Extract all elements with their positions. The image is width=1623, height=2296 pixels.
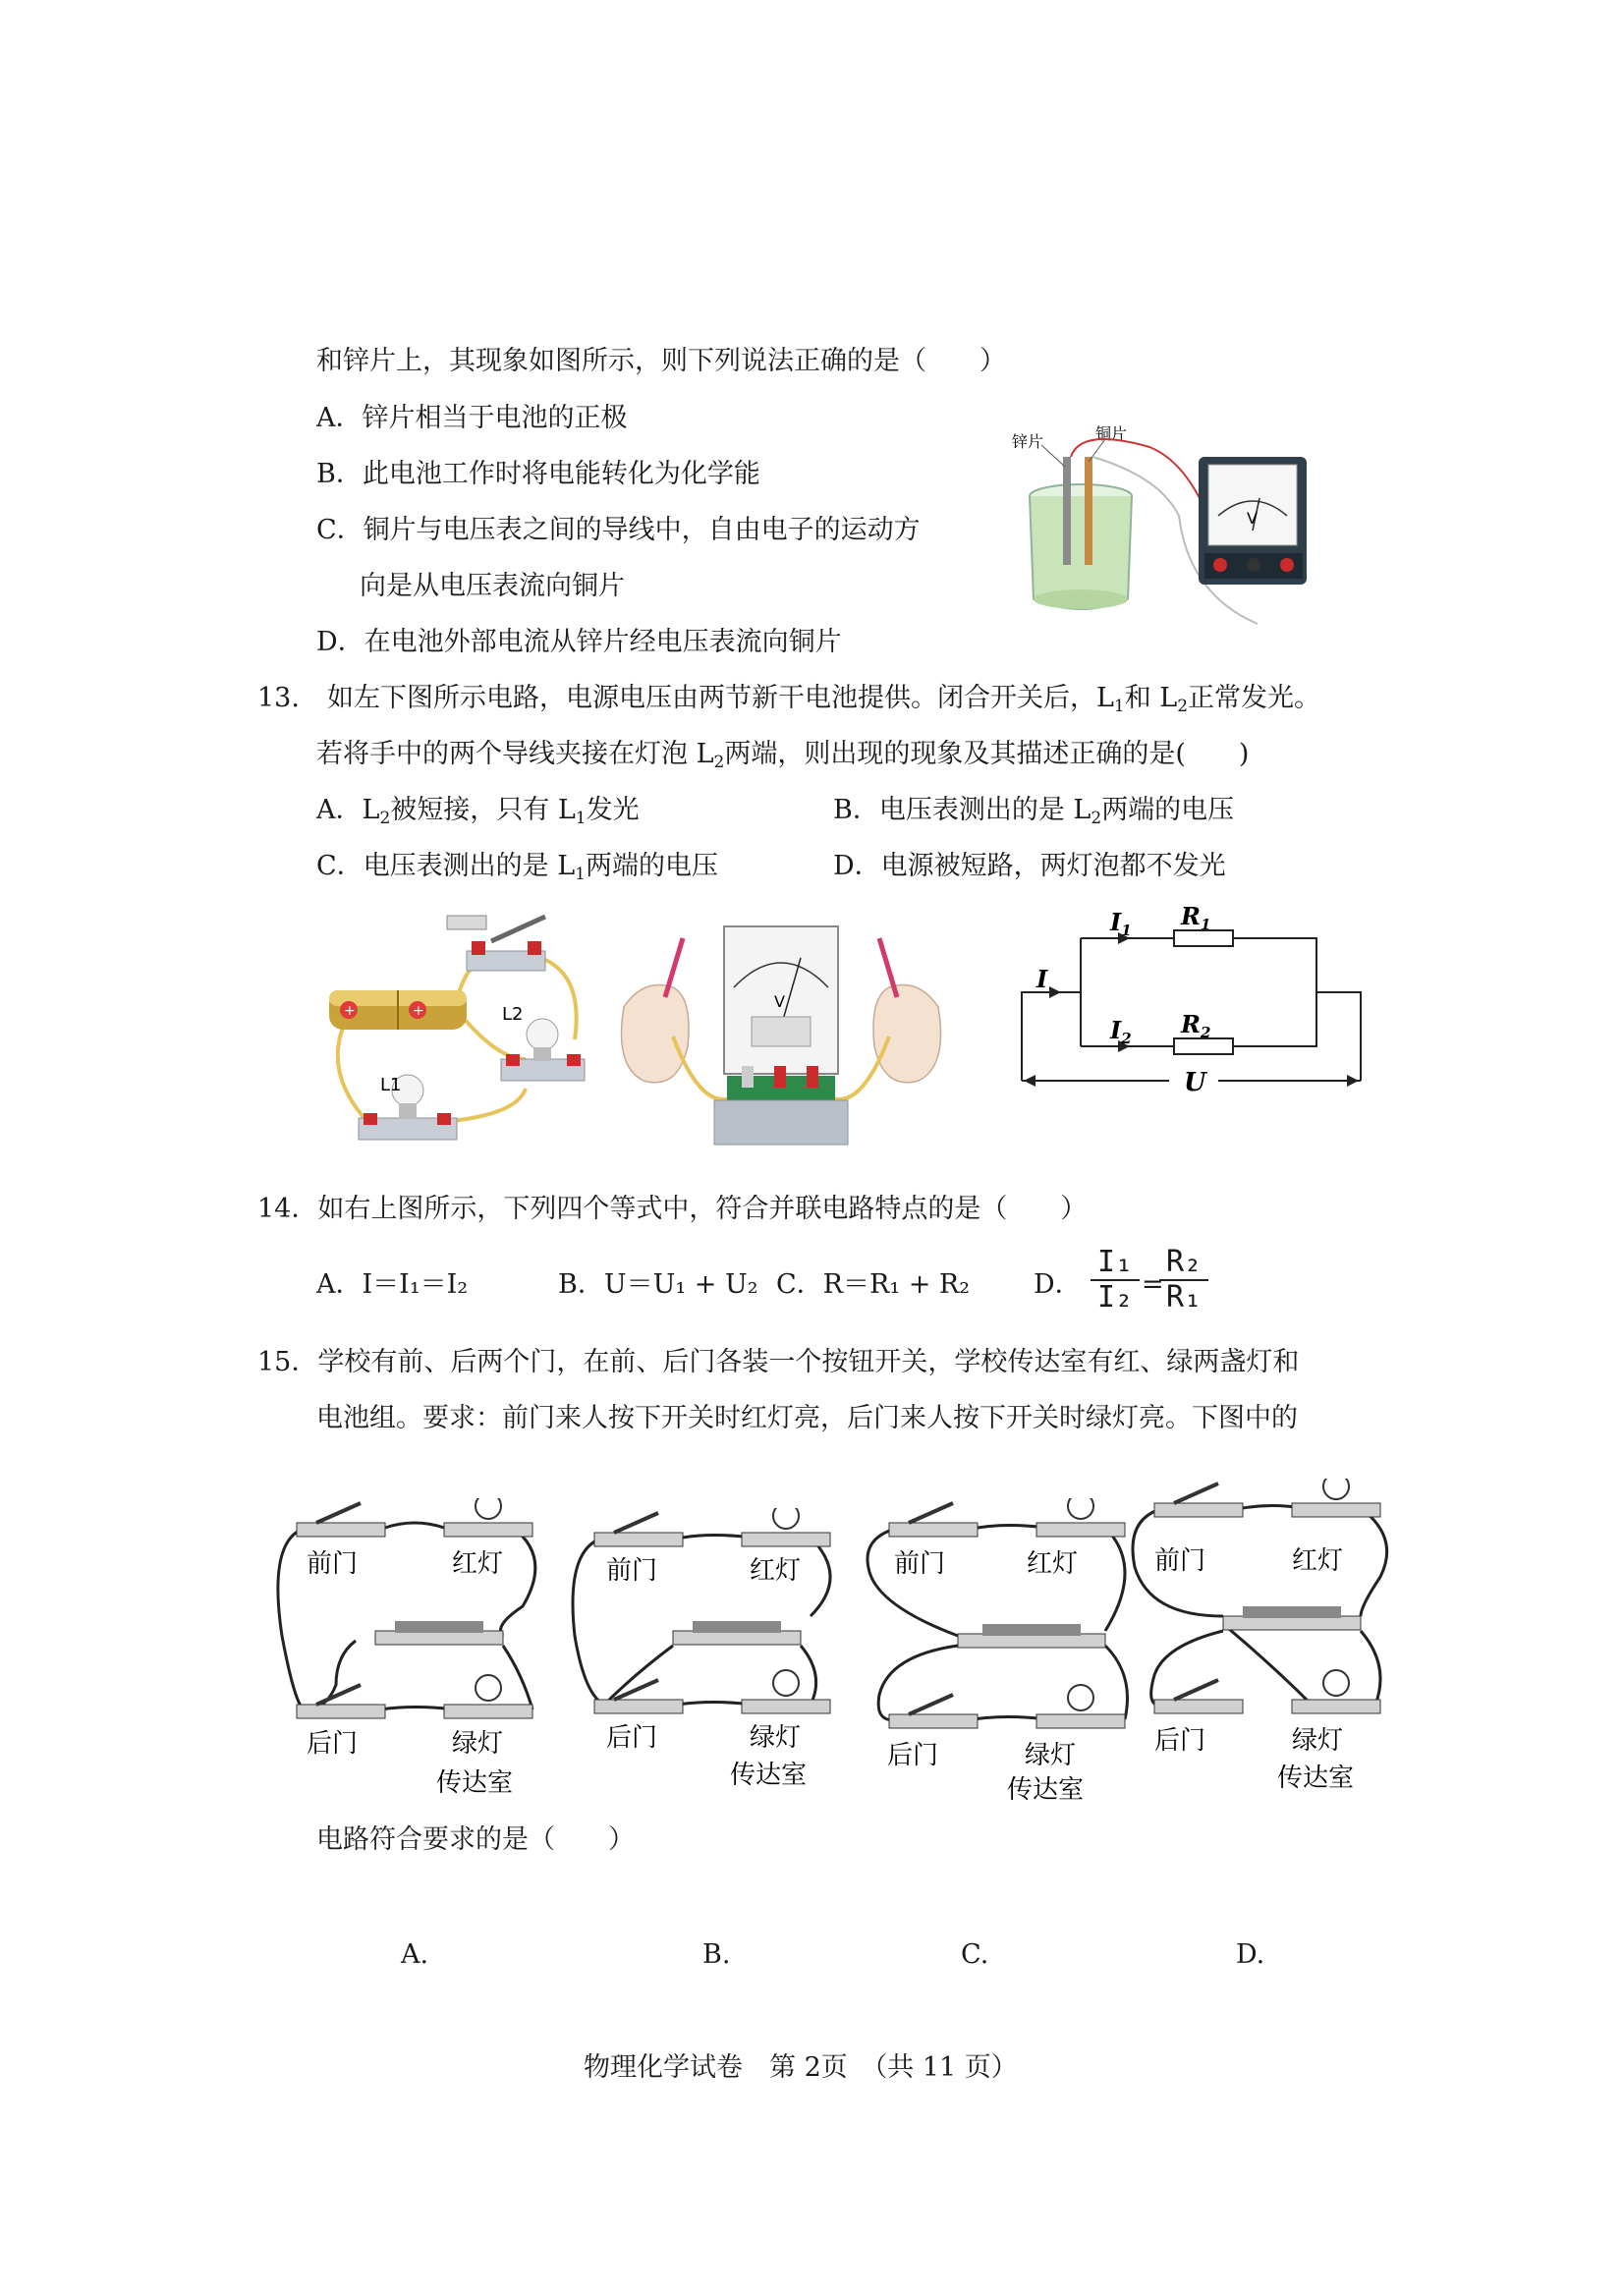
q13-optb-s: 2 (1091, 809, 1102, 828)
red-light-label: 红灯 (1027, 1549, 1079, 1579)
q15-line-1: 15．学校有前、后两个门，在前、后门各装一个按钮开关，学校传达室有红、绿两盏灯和 (257, 1347, 1300, 1377)
guard-room-label: 传达室 (730, 1761, 808, 1790)
q15-choice-b: B. (702, 1939, 731, 1970)
q13-optc-s: 1 (575, 865, 586, 884)
q13-line1-b: 和 L (1124, 683, 1178, 713)
q13-line2-sub: 2 (713, 753, 725, 772)
q13-optc-b: 两端的电压 (586, 851, 718, 881)
q14-option-c: C．R＝R₁ + R₂ (776, 1269, 971, 1300)
q14-frac-num2: R₂ (1165, 1245, 1203, 1279)
back-door-label: 后门 (1154, 1726, 1206, 1756)
q12-stem-tail: 和锌片上，其现象如图所示，则下列说法正确的是（ ） (316, 346, 1006, 376)
green-light-label: 绿灯 (1292, 1726, 1344, 1756)
q15-circuit-b (565, 1508, 850, 1808)
q13-optc-a: C．电压表测出的是 L (316, 851, 576, 881)
q13-option-a (316, 793, 640, 836)
q12-option-a: A．锌片相当于电池的正极 (316, 403, 628, 433)
red-light-label: 红灯 (750, 1556, 802, 1586)
q12-option-b: B．此电池工作时将电能转化为化学能 (316, 459, 760, 489)
q13-line1-a: 如左下图所示电路，电源电压由两节新干电池提供。闭合开关后，L (326, 683, 1114, 713)
q13-opta-a: A．L (316, 795, 380, 825)
q12-option-c: C．铜片与电压表之间的导线中，自由电子的运动方 (316, 515, 921, 545)
q13-line1-c: 正常发光。 (1188, 683, 1321, 713)
q13-opta-b: 被短接，只有 L (390, 795, 576, 825)
q12-option-c-cont: 向是从电压表流向铜片 (360, 571, 625, 601)
q15-choice-c: C. (961, 1939, 989, 1970)
q15-circuit-d (1125, 1479, 1400, 1808)
guard-room-label: 传达室 (1007, 1775, 1085, 1805)
q13-voltmeter-hands-figure (604, 909, 958, 1149)
page-footer: 物理化学试卷 第 2页 （共 11 页） (584, 2052, 1018, 2083)
q13-line2-b: 两端，则出现的现象及其描述正确的是( ) (724, 739, 1250, 769)
red-light-label: 红灯 (1292, 1546, 1344, 1576)
q15-choice-a: A. (401, 1939, 429, 1970)
front-door-label: 前门 (606, 1556, 658, 1586)
q13-option-c (316, 849, 718, 892)
current-i-label: I (1036, 965, 1048, 993)
current-i2-label: $I_2$ (1110, 1016, 1132, 1047)
q14-frac-num1: I₁ (1096, 1245, 1134, 1279)
green-light-label: 绿灯 (750, 1723, 802, 1753)
q15-circuit-a (267, 1498, 562, 1813)
green-light-label: 绿灯 (452, 1729, 504, 1759)
q13-opta-s1: 2 (379, 809, 391, 828)
q14-frac-equals: = (1142, 1269, 1164, 1300)
q14-frac-den2: R₁ (1159, 1279, 1208, 1315)
q12-cell-voltmeter-figure (1002, 418, 1326, 639)
q13-opta-c: 发光 (586, 795, 640, 825)
back-door-label: 后门 (606, 1723, 658, 1753)
q13-optb-b: 两端的电压 (1101, 795, 1235, 825)
front-door-label: 前门 (307, 1549, 359, 1579)
q14-frac-den1: I₂ (1091, 1279, 1140, 1315)
q12-option-d: D．在电池外部电流从锌片经电压表流向铜片 (316, 627, 842, 657)
q15-line-2: 电池组。要求：前门来人按下开关时红灯亮，后门来人按下开关时绿灯亮。下图中的 (316, 1403, 1298, 1433)
zinc-label: 锌片 (1012, 432, 1044, 451)
q15-line-3: 电路符合要求的是（ ） (316, 1824, 635, 1855)
current-i1-label: $I_1$ (1110, 908, 1132, 939)
q13-line2-a: 若将手中的两个导线夹接在灯泡 L (316, 739, 714, 769)
q13-voltmeter-v-label: V (774, 992, 785, 1011)
q13-optb-a: B．电压表测出的是 L (833, 795, 1091, 825)
q13-line-1 (257, 681, 1320, 724)
red-light-label: 红灯 (452, 1549, 504, 1579)
voltmeter-v-label: V (1247, 509, 1258, 528)
q13-option-b (833, 793, 1234, 836)
q13-option-d: D．电源被短路，两灯泡都不发光 (833, 851, 1226, 881)
copper-label: 铜片 (1095, 424, 1128, 443)
q13-physical-circuit-figure (309, 912, 594, 1148)
resistor-r2-label: $R_2$ (1181, 1010, 1211, 1041)
q13-number: 13. (257, 683, 300, 713)
back-door-label: 后门 (887, 1741, 939, 1770)
guard-room-label: 传达室 (436, 1768, 514, 1798)
resistor-r1-label: $R_1$ (1181, 902, 1211, 933)
front-door-label: 前门 (1154, 1546, 1206, 1576)
q14-option-d-frac-right (1159, 1246, 1208, 1315)
guard-room-label: 传达室 (1277, 1764, 1355, 1793)
l2-label: L2 (502, 1004, 524, 1025)
svg-text:+: + (344, 1003, 356, 1019)
voltage-u-label: U (1184, 1068, 1206, 1097)
q15-choice-d: D. (1236, 1939, 1265, 1970)
q13-opta-s2: 1 (575, 809, 587, 828)
q13-line1-sub1: 1 (1113, 697, 1125, 716)
q14-option-a: A．I＝I₁＝I₂ (316, 1269, 469, 1300)
l1-label: L1 (380, 1075, 402, 1095)
parallel-circuit-diagram (1012, 899, 1375, 1100)
q14-option-b: B．U＝U₁ + U₂ (558, 1269, 758, 1300)
svg-text:+: + (413, 1003, 424, 1019)
q13-line1-sub2: 2 (1177, 697, 1189, 716)
q14-stem: 14．如右上图所示，下列四个等式中，符合并联电路特点的是（ ） (257, 1194, 1088, 1224)
front-door-label: 前门 (894, 1549, 946, 1579)
green-light-label: 绿灯 (1025, 1741, 1077, 1770)
back-door-label: 后门 (307, 1729, 359, 1759)
q15-circuit-c (860, 1498, 1145, 1822)
q14-option-d-label: D． (1034, 1269, 1082, 1300)
q13-line-2 (316, 737, 1249, 780)
q14-option-d-frac-left (1091, 1246, 1140, 1315)
